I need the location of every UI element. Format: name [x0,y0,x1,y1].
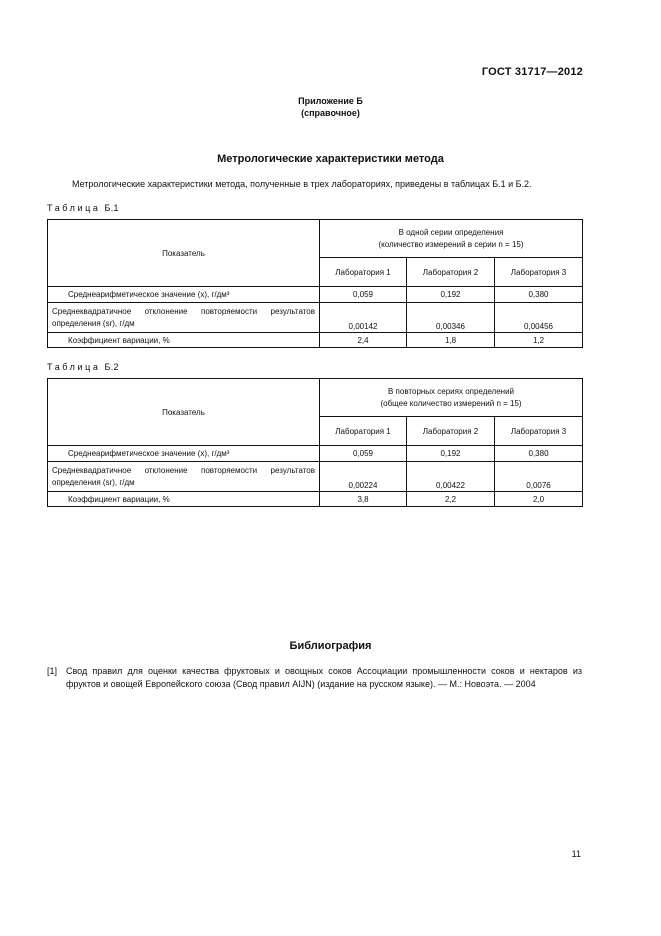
table2-caption-number: Б.2 [104,362,119,372]
table-row [48,303,583,333]
table-row [48,492,583,507]
table2-group-line1: В повторных сериях определений [388,386,515,396]
table1-row1-lab1: 0,059 [320,287,407,303]
table2-caption [47,362,119,372]
bibliography-text: Свод правил для оценки качества фруктовых и овощных соков Ассоциации промышленности соков и нектаров из фруктов и овощей Европейского союза (Свод правил AIJN) (издание на русском языке). — М.: Новоэта. — 2004 [66,666,582,689]
standard-number: ГОСТ 31717—2012 [481,66,583,78]
table2-lab1-header: Лаборатория 1 [320,417,407,446]
table-row [48,446,583,462]
table1-header-group [320,220,583,258]
table1-header-indicator: Показатель [48,220,320,287]
table2-row2-lab1: 0,00224 [320,462,407,492]
table1-row3-lab1: 2,4 [320,333,407,348]
table2-row3-lab3: 2,0 [495,492,583,507]
table1-lab3-header: Лаборатория 3 [495,258,583,287]
table1-row3-lab3: 1,2 [495,333,583,348]
table2-caption-word: Таблица [47,362,101,372]
table2-row2-lab2: 0,00422 [407,462,495,492]
table1-row2-lab3: 0,00456 [495,303,583,333]
annex-subtitle: (справочное) [301,108,360,118]
table1-row3-label: Коэффициент вариации, % [48,333,320,348]
annex-title: Приложение Б [298,96,363,106]
table2-lab3-header: Лаборатория 3 [495,417,583,446]
annex-heading [0,95,661,119]
table1-row1-lab2: 0,192 [407,287,495,303]
table2-row3-label: Коэффициент вариации, % [48,492,320,507]
table1-group-line1: В одной серии определения [398,227,504,237]
table1-caption-word: Таблица [47,203,101,213]
table1-row2-label: Среднеквадратичное отклонение повторяемости результатов определения (sr), г/дм [48,303,320,333]
table2-row3-lab2: 2,2 [407,492,495,507]
table1-row2-lab1: 0,00142 [320,303,407,333]
table1-row2-lab2: 0,00346 [407,303,495,333]
table2-row3-lab1: 3,8 [320,492,407,507]
table1-caption-number: Б.1 [104,203,119,213]
table-row [48,287,583,303]
bibliography-item [47,665,582,691]
page-number: 11 [571,849,581,859]
bibliography-ref-number: [1] [47,666,58,676]
table1 [47,219,583,348]
table-row [48,333,583,348]
bibliography-title: Библиография [289,640,372,652]
table2-row1-lab1: 0,059 [320,446,407,462]
table2 [47,378,583,507]
section-intro: Метрологические характеристики метода, полученные в трех лабораториях, приведены в таблицах Б.1 и Б.2. [72,179,532,189]
table1-group-line2: (количество измерений в серии n = 15) [378,239,524,249]
table2-row1-lab3: 0,380 [495,446,583,462]
table2-row2-label: Среднеквадратичное отклонение повторяемости результатов определения (sr), г/дм [48,462,320,492]
table1-caption [47,203,119,213]
table2-header-group [320,379,583,417]
table2-lab2-header: Лаборатория 2 [407,417,495,446]
section-title: Метрологические характеристики метода [217,153,444,165]
table1-row1-label: Среднеарифметическое значение (x), г/дм³ [48,287,320,303]
table2-group-line2: (общее количество измерений n = 15) [380,398,522,408]
table1-row3-lab2: 1,8 [407,333,495,348]
table2-header-indicator: Показатель [48,379,320,446]
table2-row2-lab3: 0,0076 [495,462,583,492]
table-row [48,462,583,492]
table1-lab2-header: Лаборатория 2 [407,258,495,287]
table1-row1-lab3: 0,380 [495,287,583,303]
table2-row1-label: Среднеарифметическое значение (x), г/дм³ [48,446,320,462]
table2-row1-lab2: 0,192 [407,446,495,462]
table1-lab1-header: Лаборатория 1 [320,258,407,287]
